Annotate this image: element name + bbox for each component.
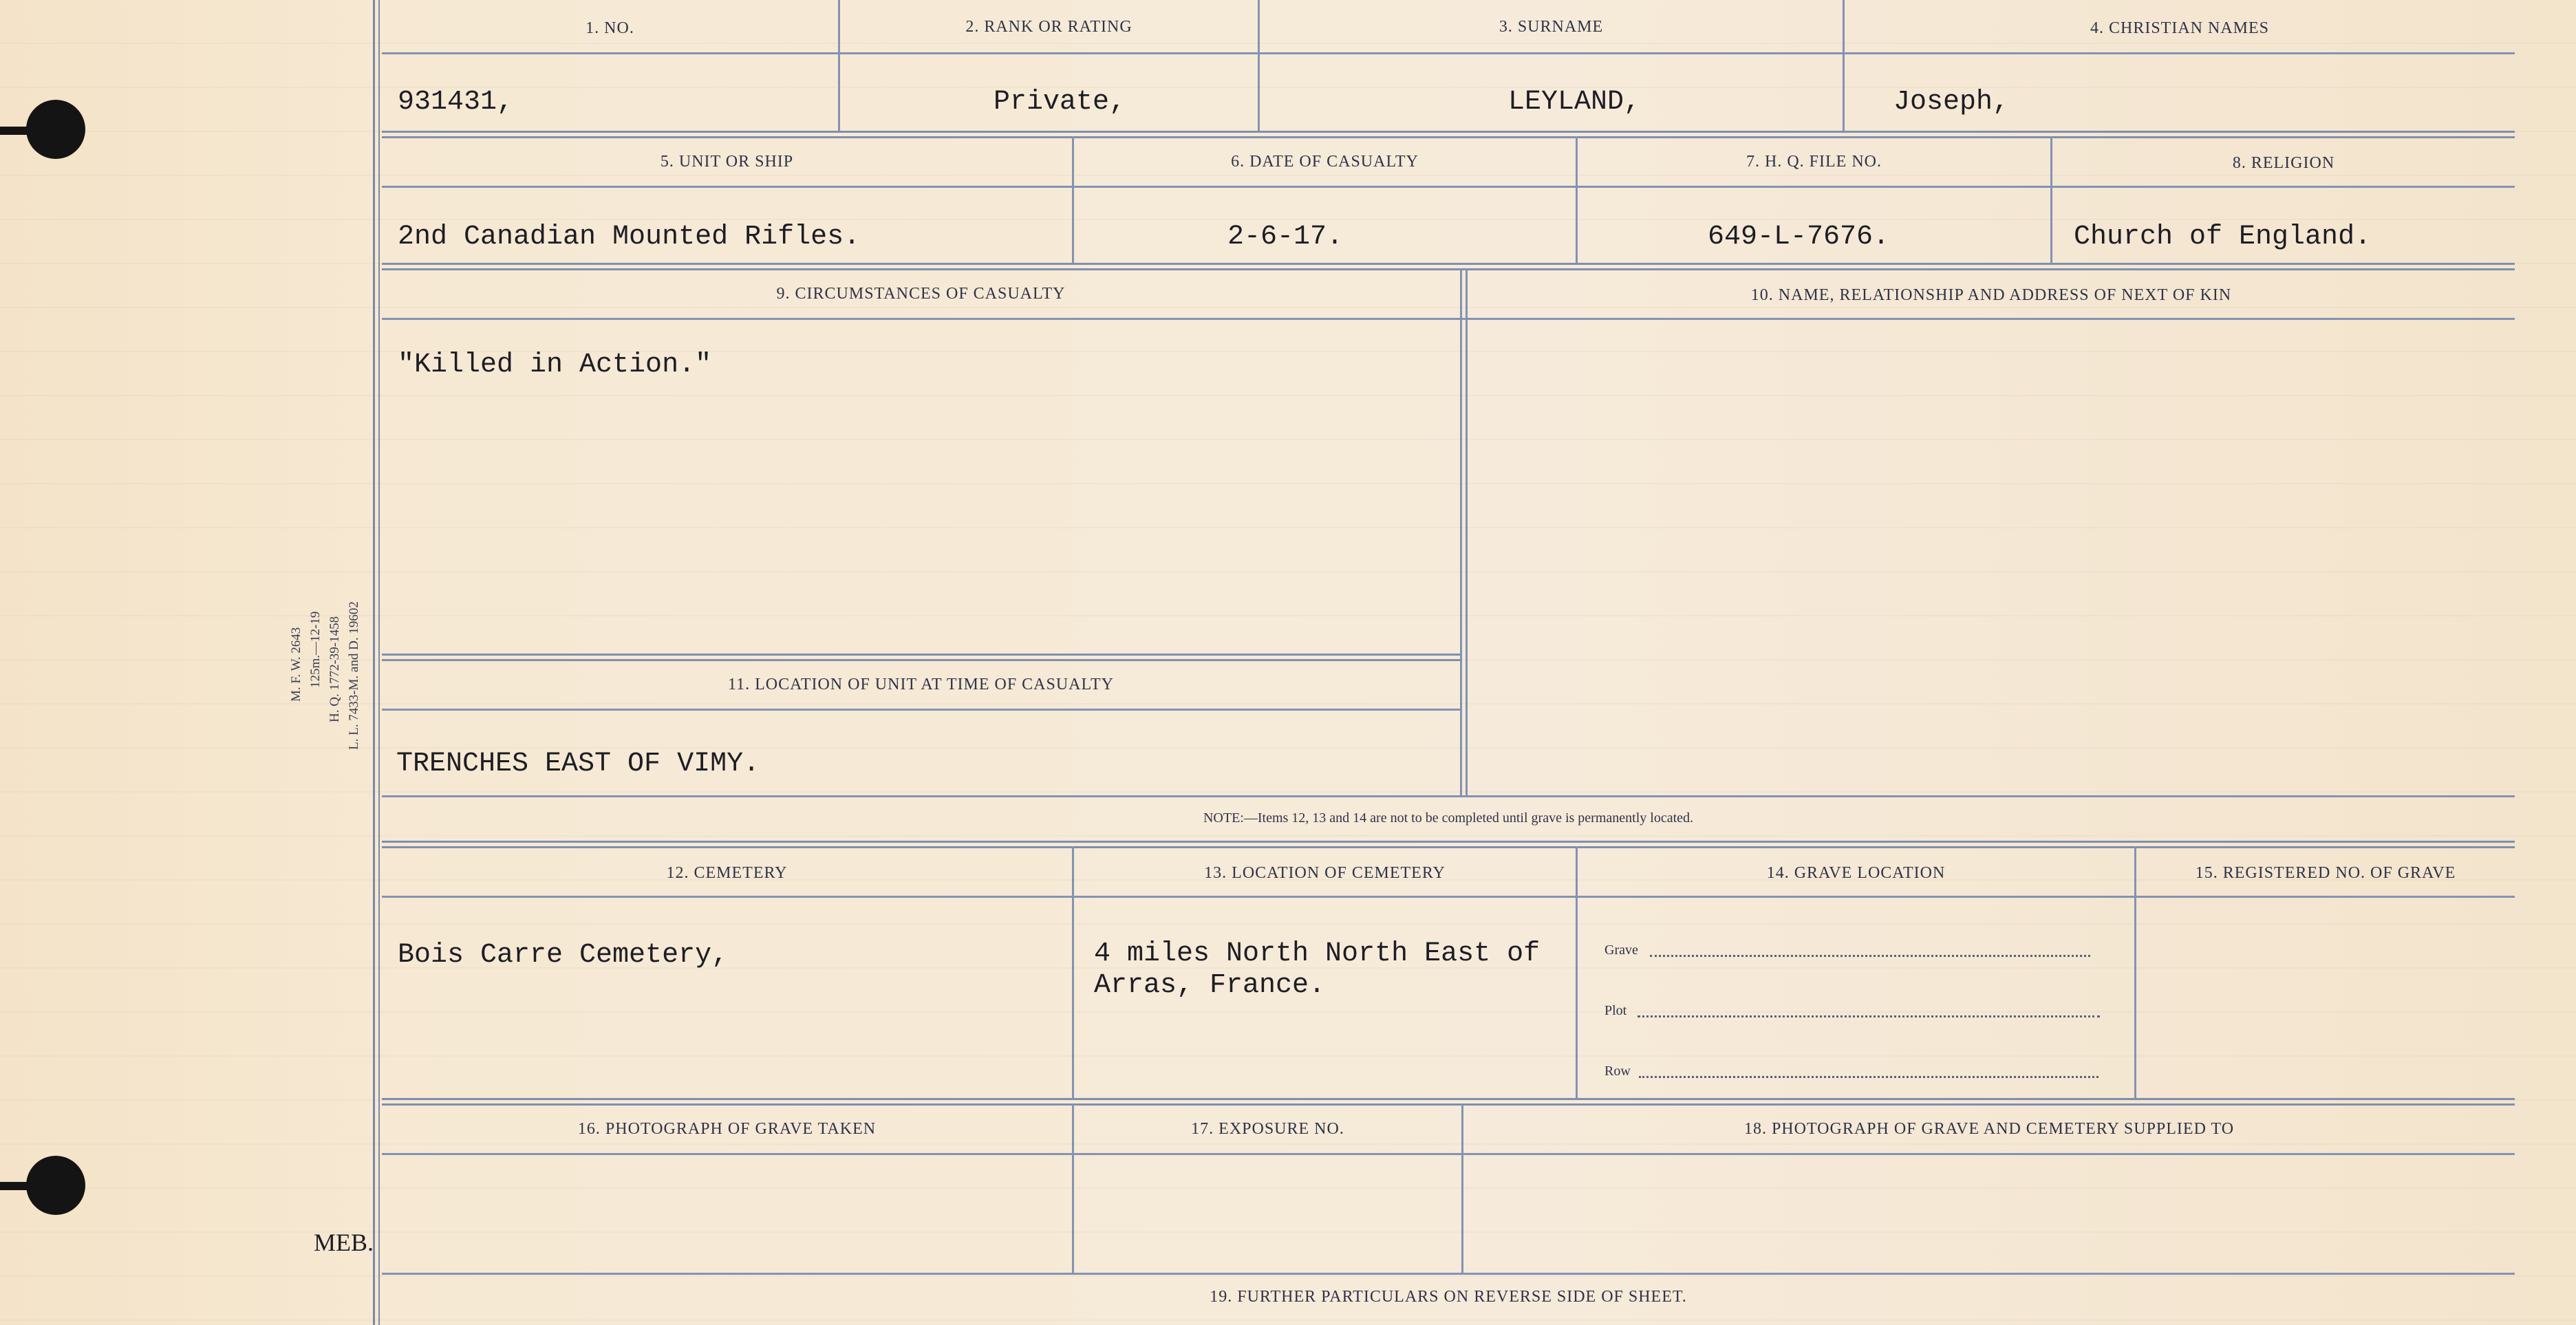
christian-names: Joseph,: [1893, 87, 2010, 118]
hq-file-no: 649-L-7676.: [1708, 222, 1890, 252]
divider: [1466, 268, 1468, 795]
printer-imprint-1: M. F. W. 2643: [289, 627, 303, 702]
rule: [382, 52, 2515, 54]
rule: [382, 841, 2515, 843]
rule: [382, 654, 1460, 656]
field-1-label: 1. NO.: [586, 19, 634, 37]
field-15-label: 15. REGISTERED NO. OF GRAVE: [2195, 864, 2456, 882]
row-label: Row: [1604, 1064, 1631, 1079]
rule: [382, 263, 2515, 265]
rule: [382, 709, 1460, 711]
field-10-label: 10. NAME, RELATIONSHIP AND ADDRESS OF NEXT OF KIN: [1750, 286, 2232, 304]
unit-or-ship: 2nd Canadian Mounted Rifles.: [398, 222, 861, 252]
clerk-initials: MEB.: [314, 1229, 374, 1256]
surname: LEYLAND,: [1508, 87, 1641, 118]
cemetery-location-line-1: 4 miles North North East of: [1094, 938, 1541, 969]
field-4-label: 4. CHRISTIAN NAMES: [2090, 19, 2269, 37]
field-7-label: 7. H. Q. FILE NO.: [1746, 153, 1882, 171]
cemetery: Bois Carre Cemetery,: [398, 940, 729, 971]
field-2-label: 2. RANK OR RATING: [965, 18, 1133, 36]
note: NOTE:—Items 12, 13 and 14 are not to be completed until grave is permanently located.: [1203, 810, 1694, 826]
service-number: 931431,: [398, 87, 514, 118]
field-9-label: 9. CIRCUMSTANCES OF CASUALTY: [776, 285, 1066, 303]
margin-rule: [373, 0, 375, 1325]
date-of-casualty: 2-6-17.: [1227, 222, 1344, 252]
field-14-label: 14. GRAVE LOCATION: [1766, 864, 1946, 882]
binder-hole-bottom-stub: [0, 1182, 28, 1190]
rule: [382, 1273, 2515, 1275]
location-of-unit: TRENCHES EAST OF VIMY.: [396, 748, 760, 779]
rule: [382, 1153, 2515, 1155]
divider: [1460, 268, 1462, 795]
rule: [382, 1098, 2515, 1100]
margin-rule-inner: [378, 0, 380, 1325]
field-19-label: 19. FURTHER PARTICULARS ON REVERSE SIDE OF SHEET.: [1210, 1288, 1687, 1306]
binder-hole-top: [26, 100, 85, 159]
field-12-label: 12. CEMETERY: [666, 864, 788, 882]
field-17-label: 17. EXPOSURE NO.: [1191, 1120, 1344, 1138]
binder-hole-bottom: [26, 1156, 85, 1215]
rule: [382, 896, 2515, 898]
plot-label: Plot: [1604, 1003, 1627, 1018]
rule: [382, 131, 2515, 133]
divider: [2134, 846, 2136, 1098]
field-8-label: 8. RELIGION: [2232, 154, 2335, 172]
rule: [382, 1103, 2515, 1106]
divider: [1072, 846, 1074, 1098]
field-5-label: 5. UNIT OR SHIP: [660, 153, 794, 171]
circumstances-of-casualty: "Killed in Action.": [398, 349, 712, 380]
rule: [382, 136, 2515, 138]
row-dotted-line: [1639, 1076, 2099, 1078]
cemetery-location-line-2: Arras, France.: [1094, 970, 1326, 1001]
religion: Church of England.: [2074, 222, 2372, 252]
rule: [382, 186, 2515, 188]
rule: [382, 795, 2515, 797]
field-18-label: 18. PHOTOGRAPH OF GRAVE AND CEMETERY SUPPLIED TO: [1743, 1120, 2235, 1138]
rule: [382, 659, 1460, 661]
rule: [382, 846, 2515, 848]
printer-imprint-3: H. Q. 1772-39-1458: [328, 616, 342, 722]
rule: [382, 268, 2515, 270]
rank: Private,: [994, 87, 1126, 118]
printer-imprint-2: 125m.—12-19: [308, 611, 323, 688]
field-3-label: 3. SURNAME: [1499, 18, 1604, 36]
field-13-label: 13. LOCATION OF CEMETERY: [1204, 864, 1446, 882]
rule: [382, 318, 2515, 320]
printer-imprint-4: L. L. 7433-M. and D. 19602: [347, 601, 361, 750]
binder-hole-top-stub: [0, 127, 28, 135]
field-6-label: 6. DATE OF CASUALTY: [1231, 153, 1419, 171]
field-11-label: 11. LOCATION OF UNIT AT TIME OF CASUALTY: [728, 676, 1114, 693]
plot-dotted-line: [1638, 1015, 2100, 1017]
grave-label: Grave: [1604, 942, 1638, 958]
grave-dotted-line: [1650, 955, 2090, 957]
field-16-label: 16. PHOTOGRAPH OF GRAVE TAKEN: [577, 1120, 877, 1138]
divider: [1576, 846, 1578, 1098]
